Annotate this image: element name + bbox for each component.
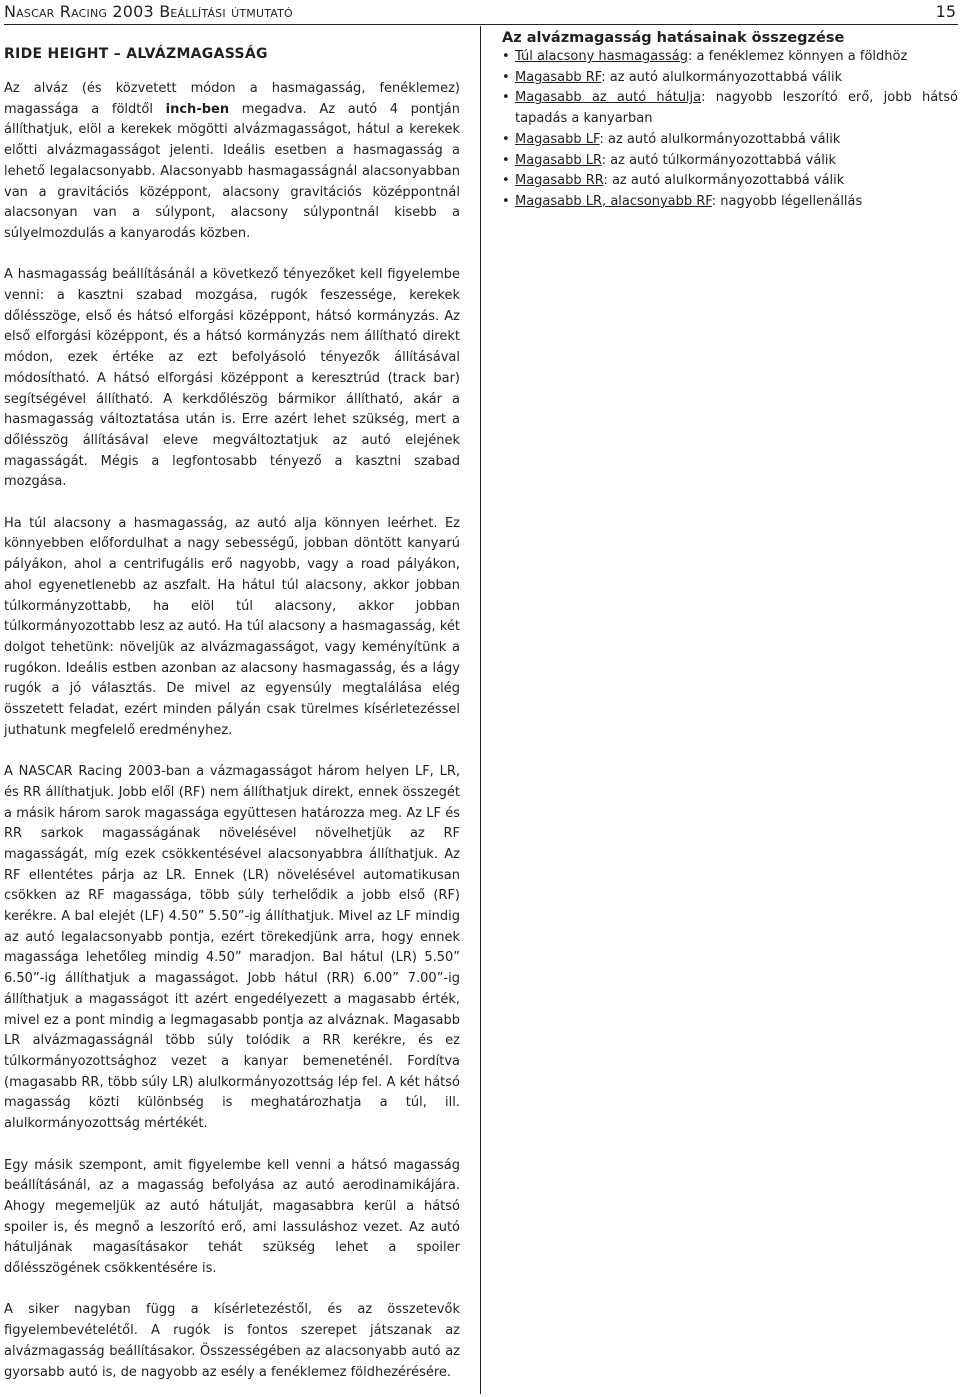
list-item	[502, 130, 958, 151]
list-item	[502, 171, 958, 192]
effect-text: : az autó alulkormányozottabbá válik	[599, 131, 841, 147]
effect-text: : az autó túlkormányozottabbá válik	[601, 152, 837, 168]
list-item	[502, 47, 958, 68]
page-header	[4, 0, 958, 25]
effect-text: : az autó alulkormányozottabbá válik	[603, 173, 845, 189]
paragraph-nascar-settings: A NASCAR Racing 2003-ban a vázmagasságot három helyen LF, LR, és RR állíthatjuk. Jobb elől (RF) nem állíthatjuk direkt, ennek összegét a másik három sarok magassága együttesen határozza meg. Az LF és RR sarkok magasságának növelésével növelhetjük az RF magasságát, míg ezek csökkentésével alacsonyabbra állíthatjuk. Az RF ellentétes párja az LR. Ennek (LR) növelésével automatikusan csökken az RF magassága, több súly terhelődik a jobb első (RF) kerékre. A bal elejét (LF) 4.50” 5.50”-ig állíthatjuk. Mivel az LF mindig az autó legalacsonyabb pontja, ezért törekedjünk arra, hogy ennek magassága lehetőleg mindig 4.50” maradjon. Bal hátul (LR) 5.50” 6.50”-ig állíthatjuk a magasságot. Jobb hátul (RR) 6.00” 7.00”-ig állíthatjuk a magasságot itt azért engedélyezett a magasabb érték, mivel ez a pont mindig a legmagasabb pontja az alváznak. Magasabb LR alvázmagasságnál több súly tolódik a RR kerékre, és ez túlkormányozottsághoz vezet a kanyar bemeneténél. Fordítva (magasabb RR, több súly LR) alulkormányozottság lép fel. A két hátsó magasság közti különbség is meghatározhatja a túl, ill. alulkormányozottság mértékét.	[4, 764, 460, 1132]
intro-text-1: Az alváz (és közvetett módon a hasmagasság, fenéklemez) magassága a földtől	[4, 81, 460, 117]
effect-term: Magasabb LR, alacsonyabb RF	[515, 193, 712, 209]
effect-term: Magasabb RF	[515, 69, 602, 85]
page-number: 15	[935, 2, 956, 21]
bullet-glyph: •	[502, 152, 510, 168]
list-item	[502, 192, 958, 213]
effect-term: Magasabb RR	[515, 173, 604, 189]
list-item	[502, 68, 958, 89]
list-item	[502, 88, 958, 129]
list-item	[502, 151, 958, 172]
intro-bold-term: inch-ben	[165, 101, 230, 117]
effect-term: Túl alacsony hasmagasság	[515, 49, 689, 64]
header-title: Nascar Racing 2003 Beállítási útmutató	[4, 2, 293, 21]
effect-term: Magasabb LF	[515, 131, 600, 147]
summary-title: Az alvázmagasság hatásainak összegzése	[502, 30, 845, 46]
summary-column	[502, 30, 958, 213]
paragraph-aerodynamics: Egy másik szempont, amit figyelembe kell venni a hátsó magasság beállításánál, az a magasság befolyása az autó aerodinamikájára. Ahogy megemeljük az autó hátulját, magasabbra kerül a hátsó spoiler is, és megnő a leszorító erő, ami lassuláshoz vezet. Az autó hátuljának magasításakor tehát szükség lehet a spoiler dőlésszögének csökkentésére is.	[4, 1157, 460, 1277]
column-divider	[480, 26, 481, 1394]
bullet-glyph: •	[502, 69, 510, 85]
effects-list	[502, 47, 958, 213]
bullet-glyph: •	[502, 90, 510, 106]
effect-term: Magasabb az autó hátulja	[515, 90, 702, 106]
effect-text: : a fenéklemez könnyen a földhöz	[688, 49, 908, 64]
effect-text: : az autó alulkormányozottabbá válik	[601, 69, 843, 85]
paragraph-factors: A hasmagasság beállításánál a következő tényezőket kell figyelembe venni: a kasztni szabad mozgása, rugók feszessége, kerekek dőlésszöge, első és hátsó elforgási középpont, hátsó kormányzás. Az első elforgási középpont, és a hátsó kormányzás nem állítható direkt módon, ezek értéke az ezt befolyásoló tényezők állításával módosítható. A hátsó elforgási középpont a keresztrúd (track bar) segítségével állítható. A kerkdőlészög bármikor állítható, akár a hasmagasság változtatása után is. Erre azért lehet szükség, mert a dőlésszög állításával eleve megváltoztatjuk az autó elejének magasságát. Mégis a legfontosabb tényező a kasztni szabad mozgása.	[4, 267, 460, 490]
section-title: RIDE HEIGHT – ALVÁZMAGASSÁG	[4, 46, 268, 62]
paragraph-conclusion: A siker nagyban függ a kísérletezéstől, és az összetevők figyelembevételétől. A rugók is fontos szerepet játszanak az alvázmagasság beállításakor. Összességében az alacsonyabb autó az gyorsabb autó is, de nagyobb az esély a fenéklemez földhezérésére.	[4, 1302, 460, 1380]
bullet-glyph: •	[502, 173, 510, 189]
main-column	[4, 46, 460, 1383]
effect-term: Magasabb LR	[515, 152, 602, 168]
effect-text: : nagyobb leszorító erő, jobb hátsó tapadás a kanyarban	[515, 90, 958, 127]
effect-text: : nagyobb légellenállás	[711, 193, 863, 209]
paragraph-too-low: Ha túl alacsony a hasmagasság, az autó alja könnyen leérhet. Ez könnyebben előfordulhat a nagy sebességű, jobban döntött kanyarú pályákon, ahol a centrifugális erő nagyobb, vagy a road pályákon, ahol egyenetlenebb az aszfalt. Ha hátul túl alacsony, akkor jobban túlkormányzottabb, ha elöl túl alacsony, akkor jobban túlkormányozottabb lesz az autó. Ha túl alacsony a hasmagasság, két dolgot tehetünk: növeljük az alvázmagasságot, vagy keményítünk a rugókon. Ideális estben azonban az alacsony hasmagasság, és a lágy rugók a jó választás. De mivel az egyensúly megtalálása elég összetett feladat, ezért minden pályán csak türelmes kísérletezéssel juthatunk megfelelő eredményhez.	[4, 515, 460, 738]
bullet-glyph: •	[502, 193, 510, 209]
bullet-glyph: •	[502, 49, 510, 64]
intro-paragraph	[4, 79, 460, 245]
intro-text-2: megadva. Az autó 4 pontján állíthatjuk, elöl a kerekek mögötti alvázmagasságot, hátul a kerekek előtti alvázmagasságot jelenti. Ideális esetben a hasmagasság a lehető legalacsonyabb. Alacsonyabb hasmagasságnál alacsonyabban van a gravitációs középpont, alacsony gravitációs középpontnál alacsonyan van a súlypont, alacsony súlypontnál kisebb a súlyelmozdulás a kanyarodás közben.	[4, 101, 460, 241]
bullet-glyph: •	[502, 131, 510, 147]
